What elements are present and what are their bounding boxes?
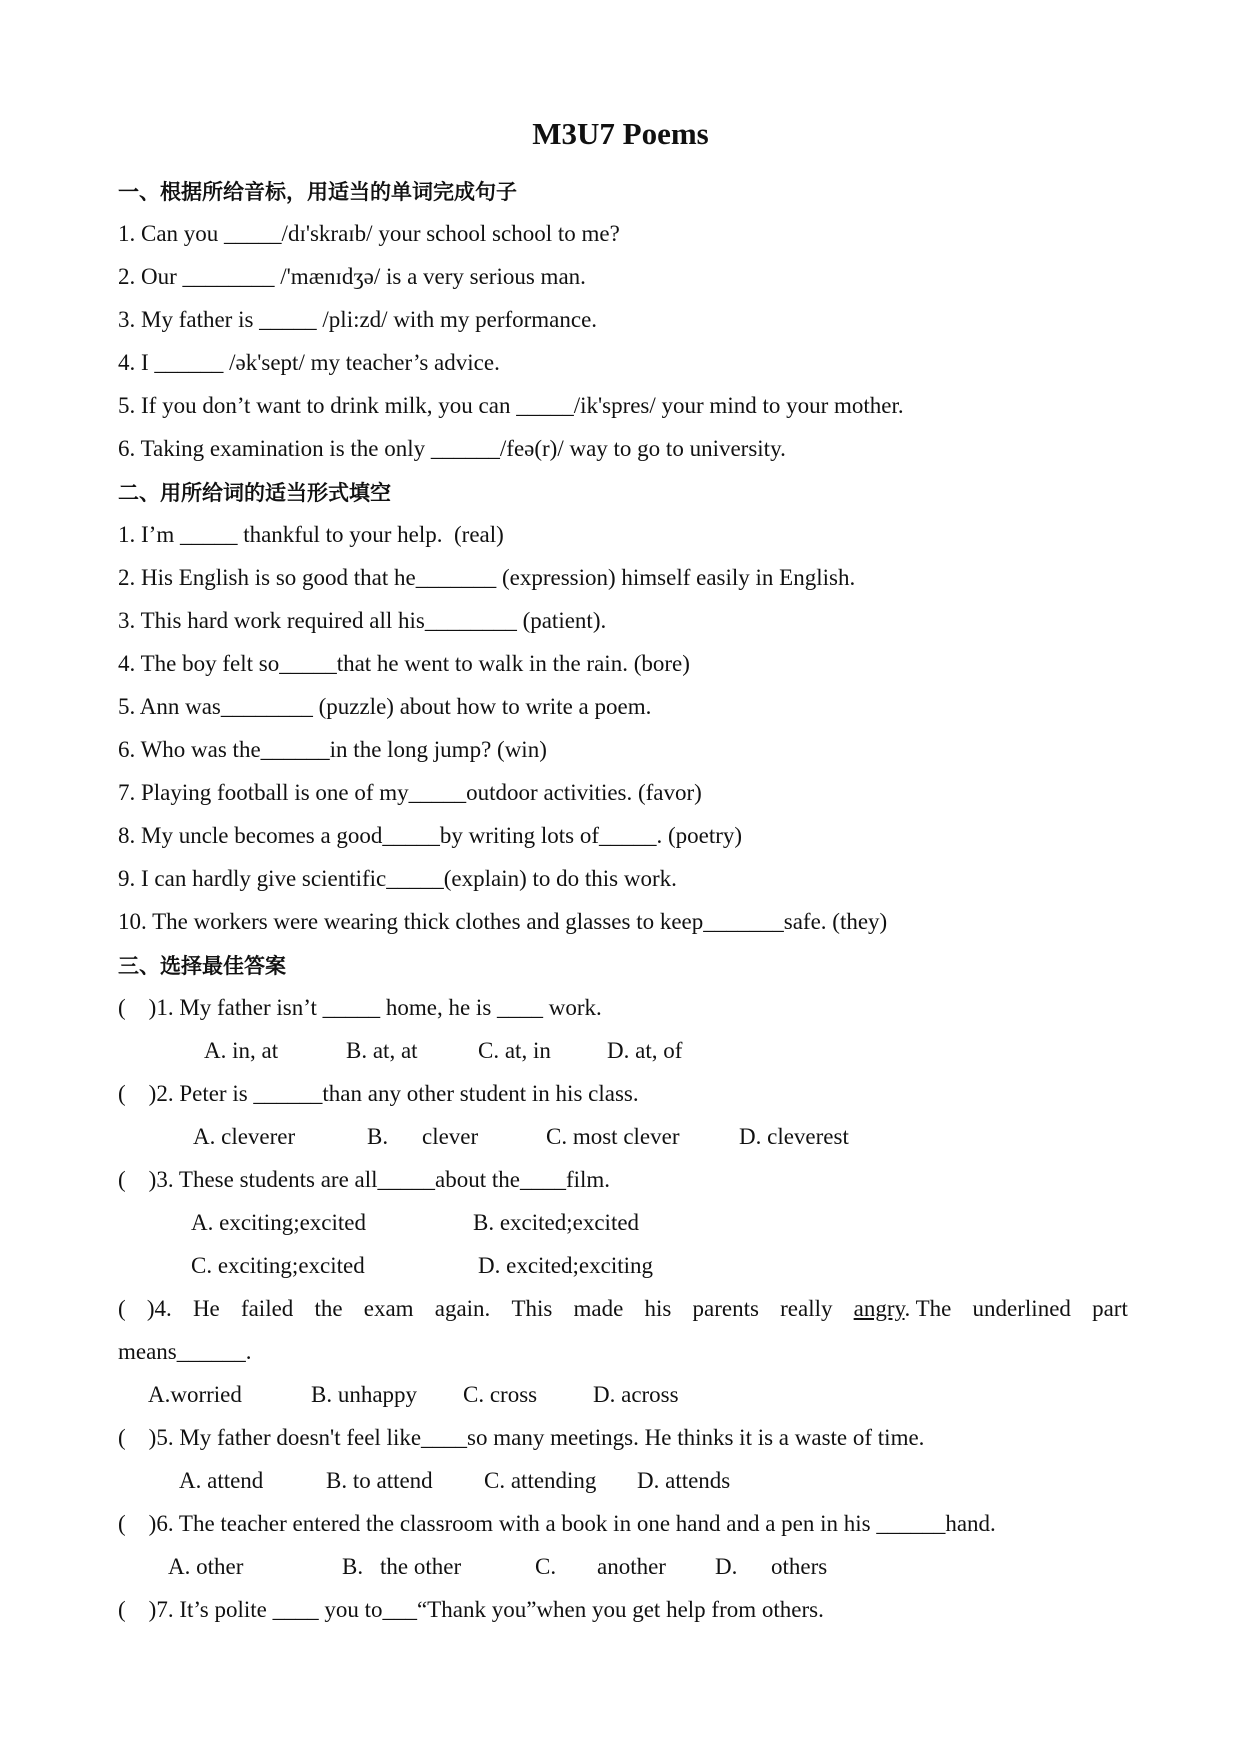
question-6-option-b-text: the other — [380, 1554, 462, 1579]
question-4-option-c: C. cross — [463, 1382, 538, 1407]
question-4-option-d: D. across — [593, 1382, 679, 1407]
q4-word: his — [644, 1296, 672, 1321]
q4-word: exam — [363, 1296, 414, 1321]
question-3-option-a: A. exciting;excited — [191, 1210, 366, 1235]
section2-item-3: 3. This hard work required all his________ (patient). — [118, 608, 607, 633]
question-1-stem: ( )1. My father isn’t _____ home, he is ____ work. — [118, 995, 602, 1020]
section2-item-4: 4. The boy felt so_____that he went to walk in the rain. (bore) — [118, 651, 690, 676]
section1-heading: 一、根据所给音标，用适当的单词完成句子 — [118, 180, 517, 204]
question-7-stem: ( )7. It’s polite ____ you to___“Thank you”when you get help from others. — [118, 1597, 824, 1622]
q4-word: made — [573, 1296, 624, 1321]
question-2-option-b-letter: B. — [367, 1124, 389, 1149]
underlined-word: angry — [853, 1296, 905, 1321]
section1-item-3: 3. My father is _____ /pli:zd/ with my performance. — [118, 307, 598, 332]
q4-word: parents — [692, 1296, 759, 1321]
section2-heading: 二、用所给词的适当形式填空 — [118, 481, 391, 505]
question-6-stem: ( )6. The teacher entered the classroom with a book in one hand and a pen in his ______hand. — [118, 1511, 996, 1536]
question-1-option-a: A. in, at — [204, 1038, 279, 1063]
question-5-option-a: A. attend — [179, 1468, 264, 1493]
section2-item-10: 10. The workers were wearing thick clothes and glasses to keep_______safe. (they) — [118, 909, 888, 934]
section2-item-7: 7. Playing football is one of my_____outdoor activities. (favor) — [118, 780, 702, 805]
q4-word: )4. — [146, 1296, 172, 1321]
question-3-option-c: C. exciting;excited — [191, 1253, 365, 1278]
section1-item-4: 4. I ______ /ək'sept/ my teacher’s advice. — [118, 350, 500, 375]
question-4-stem — [118, 1294, 1128, 1324]
question-2-option-d: D. cleverest — [739, 1124, 849, 1149]
question-5-option-d: D. attends — [637, 1468, 731, 1493]
question-6-option-d-letter: D. — [715, 1554, 738, 1579]
q4-word: failed — [240, 1296, 294, 1321]
question-1-option-b: B. at, at — [346, 1038, 418, 1063]
question-2-option-a: A. cleverer — [193, 1124, 296, 1149]
question-2-option-b-text: clever — [422, 1124, 479, 1149]
question-1-option-c: C. at, in — [478, 1038, 551, 1063]
q4-word: This — [511, 1296, 553, 1321]
section1-item-6: 6. Taking examination is the only ______/feə(r)/ way to go to university. — [118, 436, 786, 461]
question-3-stem: ( )3. These students are all_____about the____film. — [118, 1167, 611, 1192]
q4-word: . The — [904, 1296, 952, 1321]
question-6-option-c-text: another — [597, 1554, 666, 1579]
q4-word: underlined — [972, 1296, 1071, 1321]
question-5-stem: ( )5. My father doesn't feel like____so many meetings. He thinks it is a waste of time. — [118, 1425, 925, 1450]
q4-word: again. — [434, 1296, 491, 1321]
section1-item-5: 5. If you don’t want to drink milk, you can _____/ik'spres/ your mind to your mother. — [118, 393, 904, 418]
question-6-option-b-letter: B. — [342, 1554, 364, 1579]
section2-item-5: 5. Ann was________ (puzzle) about how to write a poem. — [118, 694, 652, 719]
question-5-option-b: B. to attend — [326, 1468, 433, 1493]
q4-word: part — [1092, 1296, 1128, 1321]
question-3-option-b: B. excited;excited — [473, 1210, 640, 1235]
section2-item-6: 6. Who was the______in the long jump? (win) — [118, 737, 547, 762]
question-1-option-d: D. at, of — [607, 1038, 683, 1063]
q4-word: really — [780, 1296, 833, 1321]
question-2-stem: ( )2. Peter is ______than any other student in his class. — [118, 1081, 639, 1106]
question-3-option-d: D. excited;exciting — [478, 1253, 653, 1278]
section3-heading: 三、选择最佳答案 — [118, 954, 286, 978]
question-2-option-c: C. most clever — [546, 1124, 680, 1149]
question-6-option-a: A. other — [168, 1554, 244, 1579]
page-title: M3U7 Poems — [532, 116, 709, 151]
section1-item-1: 1. Can you _____/dɪ'skraɪb/ your school school to me? — [118, 221, 620, 246]
question-6-option-c-letter: C. — [535, 1554, 557, 1579]
question-4-option-a: A.worried — [148, 1382, 242, 1407]
section2-item-2: 2. His English is so good that he_______ (expression) himself easily in English. — [118, 565, 856, 590]
section2-item-9: 9. I can hardly give scientific_____(explain) to do this work. — [118, 866, 677, 891]
question-6-option-d-text: others — [771, 1554, 828, 1579]
question-4-stem-cont: means______. — [118, 1339, 252, 1364]
section2-item-8: 8. My uncle becomes a good_____by writing lots of_____. (poetry) — [118, 823, 743, 848]
question-4-option-b: B. unhappy — [311, 1382, 418, 1407]
q4-word: He — [192, 1296, 220, 1321]
question-5-option-c: C. attending — [484, 1468, 597, 1493]
section1-item-2: 2. Our ________ /'mænɪdʒə/ is a very serious man. — [118, 264, 586, 289]
q4-word: the — [314, 1296, 343, 1321]
q4-word: ( — [118, 1296, 126, 1321]
section2-item-1: 1. I’m _____ thankful to your help. (real) — [118, 522, 504, 547]
